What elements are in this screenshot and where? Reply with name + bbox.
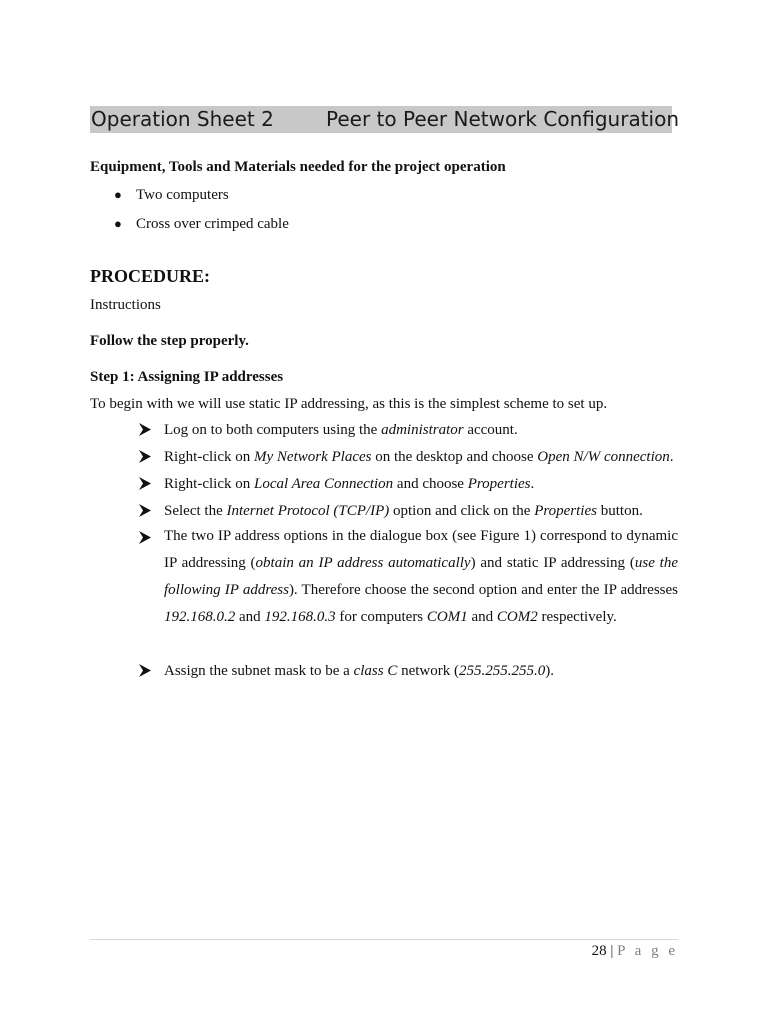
step-ip-options-paragraph: The two IP address options in the dialogue box (see Figure 1) correspond to dynamic IP addressing (obtain an IP address automatically) and static IP addressing (use the following IP address). Therefore choose the second option and enter the IP addresses 192.168.0.2 and 192.168.0.3 for computers COM1 and COM2 respectively. [164,528,678,625]
arrow-bullet-icon [138,477,154,491]
page-footer [592,941,678,961]
operation-sheet-header [90,106,680,133]
arrow-bullet-icon [138,531,154,545]
footer-separator: | [610,943,614,959]
arrow-bullet-icon [138,423,154,437]
sheet-number: Operation Sheet 2 [91,107,274,131]
arrow-bullet-icon [138,504,154,518]
arrow-bullet-icon [138,450,154,464]
page-label: P a g e [617,943,678,959]
bullet-dot: ● [114,216,122,231]
step-subnet-mask: Assign the subnet mask to be a class C network (255.255.255.0). [164,663,554,679]
instructions-label: Instructions [90,297,161,313]
procedure-heading: PROCEDURE: [90,266,210,286]
step-network-places: Right-click on My Network Places on the desktop and choose Open N/W connection. [164,449,674,465]
follow-instruction: Follow the step properly. [90,333,249,349]
arrow-bullet-icon [138,664,154,678]
step-select-protocol: Select the Internet Protocol (TCP/IP) option and click on the Properties button. [164,503,643,519]
intro-paragraph: To begin with we will use static IP addressing, as this is the simplest scheme to set up. [90,396,608,412]
footer-divider [90,939,678,940]
equipment-item: Cross over crimped cable [136,216,289,232]
equipment-heading: Equipment, Tools and Materials needed for the project operation [90,159,506,175]
bullet-dot: ● [114,187,122,202]
step-log-on: Log on to both computers using the administrator account. [164,422,518,438]
step1-heading: Step 1: Assigning IP addresses [90,369,284,385]
sheet-title: Peer to Peer Network Configuration [326,107,680,131]
step-local-area: Right-click on Local Area Connection and choose Properties. [164,476,535,492]
equipment-item: Two computers [136,187,229,203]
page-number: 28 [591,943,607,959]
